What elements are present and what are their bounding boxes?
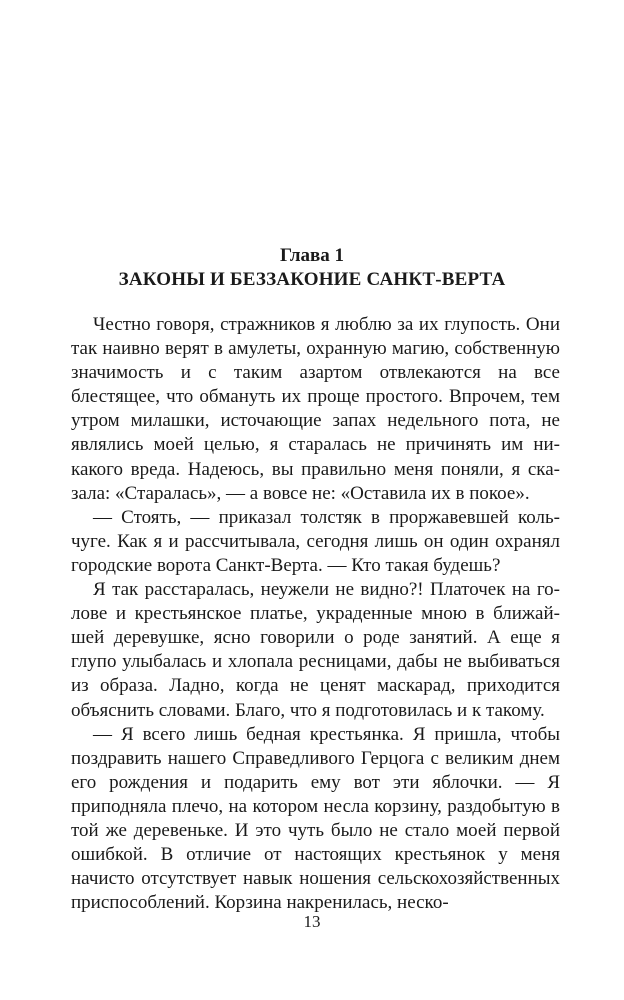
chapter-title: ЗАКОНЫ И БЕЗЗАКОНИЕ САНКТ-ВЕРТА [118,269,506,290]
paragraph: — Я всего лишь бедная крестьянка. Я пришла, чтобы поздравить нашего Справедливого Герцога с великим днем его рождения и подарить ему вот эти яблочки. — Я приподняла плечо, на котором несла корзину, раздобытую в той же деревеньке. И это чуть было не стало моей первой ошибкой. В отличие от настоящих крестьянок у меня начисто отсутствует навык ношения сельскохозяйственных приспособлений. Корзина накренилась, неско- [71,723,560,914]
chapter-number: Глава 1 [279,245,345,266]
paragraph: Честно говоря, стражников я люблю за их глупость. Они так наивно верят в амулеты, охранную магию, собственную значимость и с таким азартом отвлекаются на все блестящее, что обмануть их проще простого. Впрочем, тем утром милашки, источающие запах недельного пота, не являлись моей целью, я старалась не причинять им никакого вреда. Надеюсь, вы правильно меня поняли, я сказала: «Старалась», — а вовсе не: «Оставила их в покое». [71,314,560,504]
page-number: 13 [303,912,321,931]
paragraph: — Стоять, — приказал толстяк в проржавевшей кольчуге. Как я и рассчитывала, сегодня лишь он один охранял городские ворота Санкт-Верта. — Кто такая будешь? [71,506,560,576]
paragraph: Я так расстаралась, неужели не видно?! Платочек на голове и крестьянское платье, украденные мною в ближайшей деревушке, ясно говорили о роде занятий. А еще я глупо улыбалась и хлопала ресницами, дабы не выбиваться из образа. Ладно, когда не ценят маскарад, приходится объяснить словами. Благо, что я подготовилась и к такому. [71,579,560,721]
chapter-body [71,313,560,915]
